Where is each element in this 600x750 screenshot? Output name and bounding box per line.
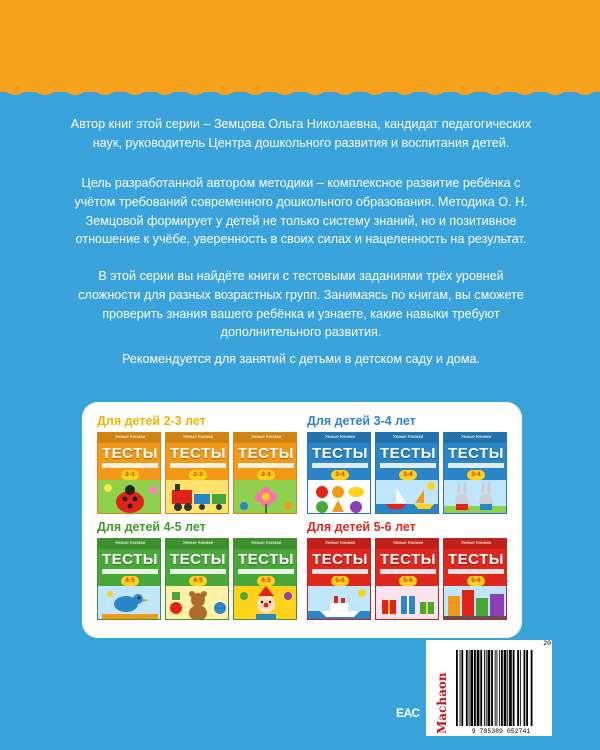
cover-illustration (234, 480, 297, 514)
cover-subtitle-strip (312, 569, 368, 574)
cover-age-badge: 4-5 (257, 576, 275, 586)
cover-age-badge: 3-4 (467, 470, 485, 480)
recommend-paragraph: Рекомендуется для занятий с детьми в детском саду и дома. (122, 352, 480, 366)
age-group-title: Для детей 5-6 лет (307, 520, 416, 534)
cover-title: ТЕСТЫ (102, 551, 158, 568)
age-group-title: Для детей 3-4 лет (307, 414, 416, 428)
cover-illustration (98, 480, 161, 514)
book-cover[interactable] (443, 538, 507, 620)
cover-brand: Умные Книжки (114, 540, 146, 545)
cover-illustration (376, 586, 439, 620)
cover-brand: Умные Книжки (182, 434, 214, 439)
book-cover[interactable] (375, 538, 439, 620)
age-group-5-6 (307, 520, 512, 620)
cover-brand: Умные Книжки (324, 540, 356, 545)
book-cover[interactable] (97, 538, 161, 620)
cover-title: ТЕСТЫ (312, 445, 368, 462)
cover-illustration (234, 586, 297, 620)
book-cover[interactable] (165, 538, 229, 620)
isbn-digits: 9 785389 052741 (471, 728, 531, 735)
cover-subtitle-strip (380, 463, 436, 468)
cover-illustration (98, 586, 161, 620)
cover-age-badge: 2-3 (121, 470, 139, 480)
method-paragraph: Цель разработанной автором методики – комплексное развитие ребёнка с учётом требований современного дошкольного образования. Методика О. Н. Земцовой формирует у детей не только систему знаний, но и позитивное отношение к учёбе, уверенность в своих силах и нацеленность на результат. (74, 176, 528, 247)
cover-illustration (444, 586, 507, 620)
barcode (454, 648, 546, 730)
cover-title: ТЕСТЫ (238, 445, 294, 462)
book-cover[interactable] (375, 432, 439, 514)
cover-brand: Умные Книжки (392, 540, 424, 545)
cover-brand: Умные Книжки (392, 434, 424, 439)
cover-title: ТЕСТЫ (380, 551, 436, 568)
book-cover[interactable] (233, 538, 297, 620)
author-paragraph: Автор книг этой серии – Земцова Ольга Николаевна, кандидат педагогических наук, руководитель Центра дошкольного развития и воспитания детей. (70, 117, 532, 150)
barcode-addon: 20 (543, 640, 551, 647)
cover-title: ТЕСТЫ (102, 445, 158, 462)
book-cover[interactable] (307, 538, 371, 620)
cover-brand: Умные Книжки (324, 434, 356, 439)
cover-title: ТЕСТЫ (448, 445, 504, 462)
cover-title: ТЕСТЫ (238, 551, 294, 568)
age-group-4-5 (97, 520, 302, 620)
cover-title: ТЕСТЫ (170, 551, 226, 568)
cover-title: ТЕСТЫ (170, 445, 226, 462)
series-paragraph: В этой серии вы найдёте книги с тестовыми заданиями трёх уровней сложности для разных возрастных групп. Занимаясь по книгам, вы сможете проверить знания вашего ребёнка и узнаете, какие навыки требуют дополнительного развития. (78, 269, 524, 340)
cover-illustration (376, 480, 439, 514)
cover-age-badge: 4-5 (121, 576, 139, 586)
cover-brand: Умные Книжки (182, 540, 214, 545)
cover-age-badge: 5-6 (467, 576, 485, 586)
cover-subtitle-strip (238, 463, 294, 468)
cover-illustration (444, 480, 507, 514)
cover-subtitle-strip (448, 569, 504, 574)
wavy-border (0, 66, 600, 106)
publisher-logo: Machaon (435, 672, 449, 734)
book-row (97, 432, 302, 514)
cover-age-badge: 4-5 (189, 576, 207, 586)
cover-age-badge: 2-3 (189, 470, 207, 480)
cover-subtitle-strip (170, 569, 226, 574)
cover-title: ТЕСТЫ (380, 445, 436, 462)
cover-brand: Умные Книжки (460, 540, 492, 545)
book-series-panel (82, 402, 522, 638)
cover-title: ТЕСТЫ (312, 551, 368, 568)
eac-certification-mark: ЕАС (396, 706, 420, 720)
book-row (97, 538, 302, 620)
age-group-title: Для детей 4-5 лет (97, 520, 206, 534)
cover-brand: Умные Книжки (114, 434, 146, 439)
book-cover[interactable] (97, 432, 161, 514)
cover-subtitle-strip (448, 463, 504, 468)
book-row (307, 432, 512, 514)
cover-title: ТЕСТЫ (448, 551, 504, 568)
age-group-2-3 (97, 414, 302, 514)
cover-illustration (308, 480, 371, 514)
cover-brand: Умные Книжки (250, 540, 282, 545)
cover-subtitle-strip (170, 463, 226, 468)
cover-illustration (166, 586, 229, 620)
cover-age-badge: 3-4 (331, 470, 349, 480)
cover-brand: Умные Книжки (460, 434, 492, 439)
cover-subtitle-strip (312, 463, 368, 468)
cover-illustration (308, 586, 371, 620)
cover-subtitle-strip (380, 569, 436, 574)
book-row (307, 538, 512, 620)
book-cover[interactable] (307, 432, 371, 514)
cover-age-badge: 5-6 (399, 576, 417, 586)
age-group-3-4 (307, 414, 512, 514)
age-group-title: Для детей 2-3 лет (97, 414, 206, 428)
cover-age-badge: 2-3 (257, 470, 275, 480)
cover-subtitle-strip (102, 569, 158, 574)
book-cover[interactable] (165, 432, 229, 514)
cover-brand: Умные Книжки (250, 434, 282, 439)
book-cover[interactable] (443, 432, 507, 514)
book-cover[interactable] (233, 432, 297, 514)
cover-illustration (166, 480, 229, 514)
cover-subtitle-strip (238, 569, 294, 574)
cover-subtitle-strip (102, 463, 158, 468)
cover-age-badge: 3-4 (399, 470, 417, 480)
cover-age-badge: 5-6 (331, 576, 349, 586)
